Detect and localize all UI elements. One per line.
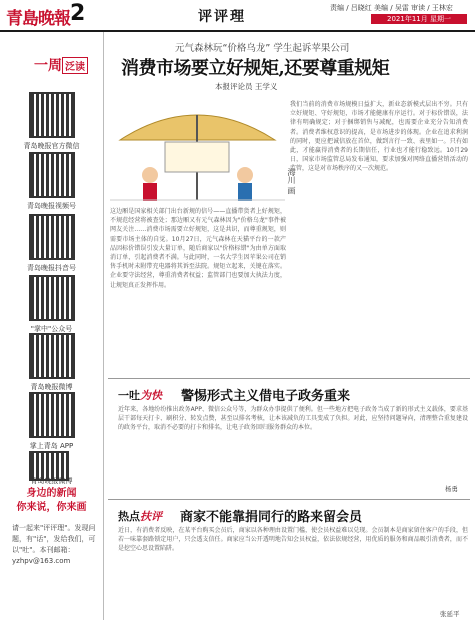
sidebar-slogan — [2, 487, 101, 515]
issue-date: 2021年11月 星期一 — [371, 14, 467, 24]
qr-code-icon — [29, 152, 75, 198]
qr-caption-3: 青岛晚报抖音号 — [27, 264, 76, 272]
column-tag-yituweikuai — [118, 387, 162, 403]
qr-code-icon — [29, 92, 75, 138]
qr-block-2[interactable] — [29, 152, 75, 198]
qr-block-4[interactable] — [29, 275, 75, 321]
slogan-line-2: 你来说，你来画 — [16, 502, 87, 513]
qr-block-1[interactable] — [29, 92, 75, 138]
page-number: 2 — [70, 1, 86, 26]
qr-caption-2: 青岛晚报视频号 — [27, 202, 76, 210]
column-tag-redian — [118, 508, 162, 524]
editor-credits: 责编 / 吕晓红 美编 / 吴雷 审读 / 王林宏 — [330, 4, 453, 12]
illustration-credit: 海川 画 — [287, 168, 296, 195]
newspaper-logo: 青島晚報 — [6, 9, 70, 29]
qr-caption-4: "掌中"公众号 — [30, 325, 73, 333]
article-2-body: 近年来，各地纷纷推出政务APP、微信公众号等，为群众办事提供了便利。但一些地方把电子政务当成了新的形式主义载体，要求基层干部每天打卡、刷积分、转发点赞，甚至以排名考核，让本该减负的工具变成了负担。对此，应坚持问题导向，清理整合重复建设的政务平台，取消不必要的打卡和排名，让电子政务回归服务群众的本位。 — [118, 406, 468, 432]
article-kicker: 元气森林玩“价格乌龙” 学生起诉苹果公司 — [175, 43, 350, 54]
section-divider — [108, 378, 470, 379]
sidebar-title-prefix: 一周 — [34, 58, 62, 74]
section-divider — [108, 499, 470, 500]
editorial-illustration — [110, 100, 285, 205]
article-3-author: 张延平 — [440, 610, 460, 618]
qr-code-icon — [29, 333, 75, 379]
qr-caption-5: 青岛晚报微博 — [30, 383, 73, 391]
article-2-headline: 警惕形式主义借电子政务重来 — [181, 389, 351, 404]
article-headline: 消费市场要立好规矩,还要尊重规矩 — [121, 58, 390, 79]
sidebar-title — [34, 55, 88, 75]
tag-suffix: 为快 — [140, 389, 162, 402]
qr-code-icon — [29, 275, 75, 321]
qr-caption-7: 青岛晚报微博 — [30, 477, 73, 485]
article-byline: 本报评论员 王学义 — [215, 82, 278, 91]
sidebar-title-suffix: 泛读 — [62, 57, 88, 74]
article-2-author: 杨勇 — [445, 485, 458, 493]
qr-block-6[interactable] — [29, 392, 75, 438]
qr-block-5[interactable] — [29, 333, 75, 379]
qr-block-3[interactable] — [29, 214, 75, 260]
sidebar-footnote: 请一起来"评评理"。发现问题，有"话"，发给我们，可以"吐"。本刊邮箱：yzhpv@163.com — [12, 524, 96, 565]
section-title: 评评理 — [198, 9, 246, 25]
article-body-left: 这边厢是国家相关部门出台新规的信号——直播带货者上好规矩，不规范经营将被查处；那边厢又有元气森林因为"价格乌龙"事件被网友关注……消费市场需要立好规矩，这是共识，而尊重规矩，则需要市场主体的自觉。10月27日，元气森林在天猫平台的一款产品因标价错误引发大量订单，随后商家以"价格标错"为由单方面取消订单，引起消费者不满。与此同时，一名大学生因苹果公司在销售手机时未附带充电器将其诉至法院。规矩立起来，关键在落实。企业要守法经营，尊重消费者权益；监管部门也要加大执法力度，让规矩真正发挥作用。 — [110, 208, 286, 289]
article-body-right: 我们当前的消费市场规模日益扩大，新业态新模式层出不穷。只有立好规矩、守好规矩，市场才能健康有序运行。对于标价错误，法律有明确规定；对于捆绑销售与减配，也需要企业充分告知消费者。消费者维权意识的提高，是市场进步的体现。企业在追求利润的同时，更应把诚信放在首位，做到言行一致、表里如一。只有如此，才能赢得消费者的长期信任，行业也才能行稳致远。10月29日，国家市场监管总局发布通知，要求加强对网络直播营销活动的监管，这是对市场秩序的又一次规范。 — [290, 101, 468, 173]
tag-prefix: 热点 — [118, 510, 140, 523]
article-3-headline: 商家不能靠捐同行的路来留会员 — [180, 510, 363, 525]
tag-prefix: 一吐 — [118, 389, 140, 402]
qr-caption-6: 掌上青岛 APP — [29, 442, 74, 450]
qr-code-icon — [29, 214, 75, 260]
tag-suffix: 扶评 — [140, 510, 162, 523]
qr-caption-1: 青岛晚报官方微信 — [23, 142, 80, 150]
qr-code-icon — [29, 392, 75, 438]
slogan-line-1: 身边的新闻 — [26, 488, 77, 499]
article-3-body: 近日，有消费者反映，在某平台购买会员后，商家以各种理由设置门槛，使会员权益难以兑现。会员制本是商家留住客户的手段，但若一味靠套路锁定用户，只会透支信任。商家应当公开透明地告知会员权益，依法依规经营，用优质的服务和商品吸引消费者，而不是挖空心思设置陷阱。 — [118, 527, 468, 553]
